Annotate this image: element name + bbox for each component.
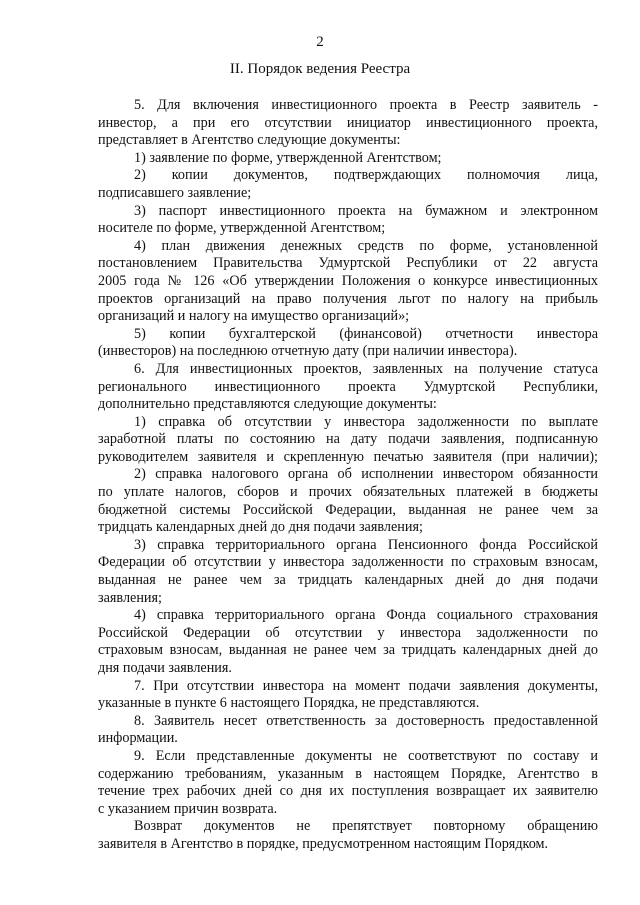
text-line: инвестор, а при его отсутствии инициатор инвестиционного проекта, [98,114,598,131]
text-line: с указанием причин возврата. [98,800,278,817]
text-line: тридцать календарных дней до дня подачи заявления; [98,519,423,536]
text-line: выданная не ранее чем за тридцать календарных дней до дня подачи [98,572,598,589]
text-line: по уплате налогов, сборов и прочих обязательных платежей в бюджеты [98,484,598,501]
text-line: течение трех рабочих дней со дня их поступления возвращает их заявителю [98,783,598,800]
text-line: руководителем заявителя и скрепленную печатью заявителя (при наличии); [98,448,598,465]
text-line: заявления; [98,589,162,606]
text-line: 2005 года № 126 «Об утверждении Положения о конкурсе инвестиционных [98,272,598,289]
text-line: 1) справка об отсутствии у инвестора задолженности по выплате [134,413,598,430]
text-line: 2) копии документов, подтверждающих полномочия лица, [134,167,598,184]
text-line: 2) справка налогового органа об исполнении инвестором обязанности [134,466,598,483]
text-line: организаций и налогу на имущество организаций»; [98,308,410,325]
text-line: информации. [98,730,178,747]
text-line: содержанию требованиям, указанным в настоящем Порядке, Агентство в [98,765,598,782]
section-title: II. Порядок ведения Реестра [229,61,411,77]
text-line: Федерации об отсутствии у инвестора задолженности по страховым взносам, [98,554,598,571]
text-line: Российской Федерации об отсутствии у инвестора задолженности по [98,624,598,641]
text-line: указанные в пункте 6 настоящего Порядка, не представляются. [98,695,480,712]
text-line: 4) план движения денежных средств по форме, установленной [134,237,598,254]
text-line: Возврат документов не препятствует повторному обращению [134,818,598,835]
text-line: бюджетной системы Российской Федерации, выданная не ранее чем за [98,501,598,518]
text-line: 5. Для включения инвестиционного проекта в Реестр заявитель - [134,97,598,113]
text-line: дополнительно представляются следующие документы: [98,396,437,413]
text-line: дня подачи заявления. [98,660,232,676]
text-line: (инвесторов) на последнюю отчетную дату (при наличии инвестора). [98,343,518,360]
text-line: 5) копии бухгалтерской (финансовой) отчетности инвестора [134,325,598,342]
text-line: 3) паспорт инвестиционного проекта на бумажном и электронном [134,202,598,219]
text-line: заработной платы по состоянию на дату подачи заявления, подписанную [98,431,598,448]
text-line: 7. При отсутствии инвестора на момент подачи заявления документы, [134,677,598,694]
text-line: регионального инвестиционного проекта Удмуртской Республики, [98,378,598,395]
text-line: 3) справка территориального органа Пенсионного фонда Российской [134,536,598,553]
text-line: носителе по форме, утвержденной Агентством; [98,220,386,237]
text-line: проектов организаций на право получения льгот по налогу на прибыль [98,290,598,307]
text-line: 9. Если представленные документы не соответствуют по составу и [134,747,598,764]
text-line: представляет в Агентство следующие документы: [98,132,401,149]
document-body [98,97,598,854]
page-number: 2 [316,34,324,50]
text-line: постановлением Правительства Удмуртской Республики от 22 августа [98,255,598,272]
text-line: 6. Для инвестиционных проектов, заявленных на получение статуса [134,360,598,377]
text-line: 4) справка территориального органа Фонда социального страхования [134,607,598,624]
text-line: подписавшего заявление; [98,184,252,201]
text-line: заявителя в Агентство в порядке, предусмотренном настоящим Порядком. [98,835,549,852]
text-line: страховым взносам, выданная не ранее чем за тридцать календарных дней до [98,642,598,659]
text-line: 8. Заявитель несет ответственность за достоверность предоставленной [134,712,598,729]
text-line: 1) заявление по форме, утвержденной Агентством; [134,149,442,166]
